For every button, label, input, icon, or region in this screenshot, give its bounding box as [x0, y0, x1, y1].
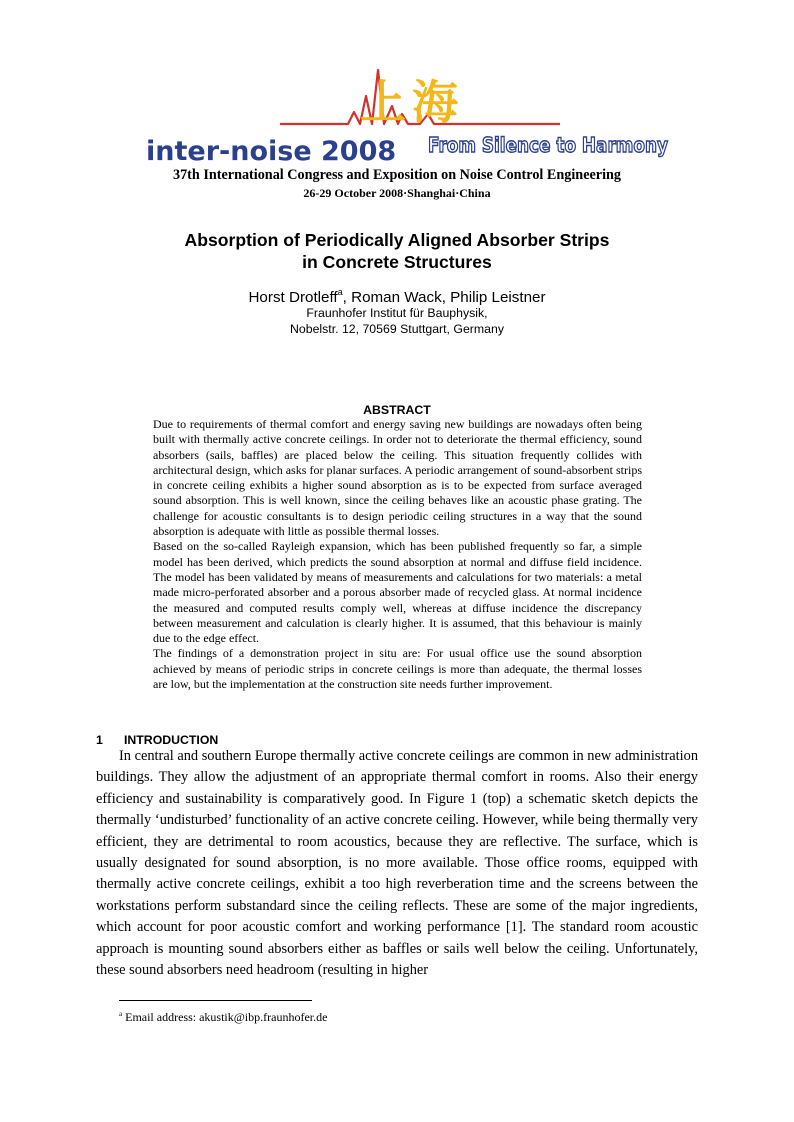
introduction-paragraph: In central and southern Europe thermally active concrete ceilings are common in new administration buildings. They allow the adjustment of an appropriate thermal comfort in rooms. Also their energy efficiency and sustainability is comparatively good. In Figure 1 (top) a schematic sketch depicts the thermally ‘undisturbed’ functionality of an active concrete ceiling. However, while being thermally very efficient, they are detrimental to room acoustics, because they are reflective. The surface, which is usually designated for sound absorption, is no more available. Those office rooms, equipped with thermally active concrete ceilings, exhibit a too high reverberation time and the screens between the workstations perform substandard since the ceiling reflects. These are some of the major ingredients, which account for poor acoustic comfort and working performance [1]. The standard room acoustic approach is mounting sound absorbers either as baffles or sails well below the ceiling. Unfortunately, these sound absorbers need headroom (resulting in higher: [96, 748, 699, 979]
footnote-text: Email address: akustik@ibp.fraunhofer.de: [125, 1010, 328, 1024]
abstract-paragraph: The findings of a demonstration project in situ are: For usual office use the sound absorption achieved by means of periodic strips in concrete ceilings is more than adequate, the thermal losses are low, but the implementation at the construction site needs further improvement.: [153, 646, 642, 692]
author-first: Horst Drotleff: [248, 289, 338, 306]
paper-title-line-2: in Concrete Structures: [302, 252, 492, 272]
abstract-paragraph: Based on the so-called Rayleigh expansion, which has been published frequently so far, a simple model has been derived, which predicts the sound absorption at normal and diffuse field incidence. The model has been validated by means of measurements and calculations for two materials: a metal made micro-perforated absorber and a porous absorber made of recycled glass. At normal incidence the measured and computed results comply well, whereas at diffuse incidence the discrepancy between measurement and calculation is clearly higher. It is assumed, that this behaviour is mainly due to the edge effect.: [153, 539, 642, 646]
abstract-paragraph: Due to requirements of thermal comfort and energy saving new buildings are nowadays often being built with thermally active concrete ceilings. In order not to deteriorate the thermal efficiency, sound absorbers (sails, baffles) are placed below the ceiling. This situation frequently collides with architectural design, which asks for planar surfaces. A periodic arrangement of sound-absorbent strips in concrete ceiling exhibits a higher sound absorption as is to be expected from surface averaged sound absorption. This is well known, since the ceiling behaves like an acoustic phase grating. The challenge for acoustic consultants is to design periodic ceiling structures in a way that the sound absorption is adequate with little as possible thermal losses.: [153, 417, 642, 539]
section-number: 1: [96, 733, 103, 747]
affiliation-line-2: Nobelstr. 12, 70569 Stuttgart, Germany: [290, 322, 504, 336]
motto-text: From Silence to Harmony: [428, 133, 668, 157]
authors-rest: , Roman Wack, Philip Leistner: [342, 289, 546, 306]
footnote: [119, 1010, 327, 1025]
conference-logo: [120, 62, 680, 170]
author-footnote-mark: a: [337, 287, 343, 297]
author-list: [0, 287, 794, 306]
footnote-separator: [119, 1000, 312, 1001]
city-glyphs: 上海: [360, 75, 464, 129]
conference-name: 37th International Congress and Exposition on Noise Control Engineering: [172, 167, 622, 183]
affiliation-line-1: Fraunhofer Institut für Bauphysik,: [306, 306, 488, 320]
abstract-body: [153, 417, 642, 692]
conference-dates: 26-29 October 2008·Shanghai·China: [303, 186, 491, 200]
footnote-mark: a: [119, 1010, 123, 1018]
abstract-heading: ABSTRACT: [363, 403, 431, 417]
section-heading: INTRODUCTION: [124, 733, 219, 747]
paper-title-line-1: Absorption of Periodically Aligned Absorber Strips: [184, 230, 610, 250]
brand-wordmark: inter-noise 2008: [146, 136, 397, 167]
